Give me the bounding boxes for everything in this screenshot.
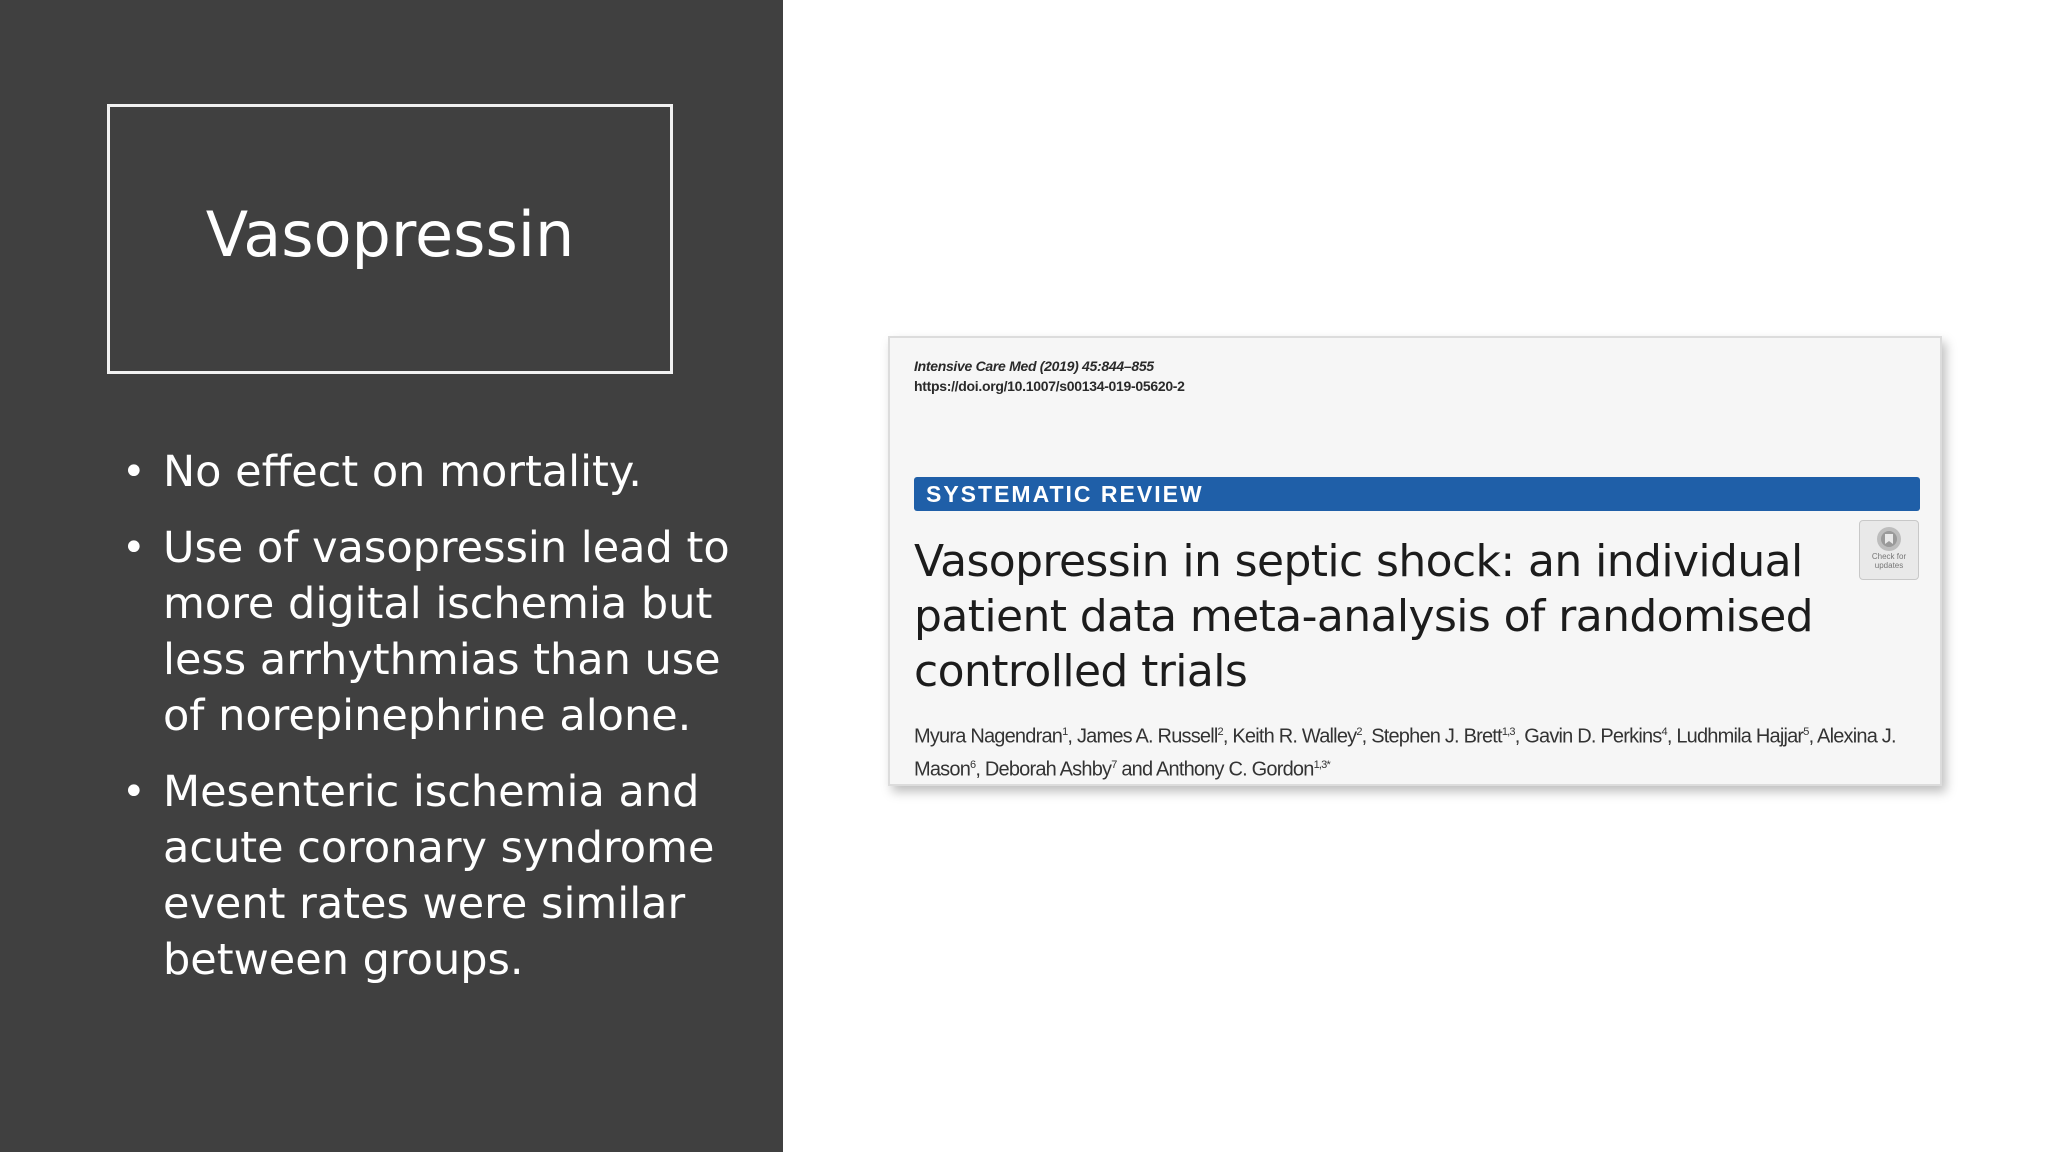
author-affiliation: 2 bbox=[1356, 726, 1362, 738]
bullet-text: No effect on mortality. bbox=[163, 447, 642, 497]
author-name: Keith R. Walley bbox=[1232, 725, 1357, 748]
bookmark-icon bbox=[1876, 526, 1902, 552]
paper-title: Vasopressin in septic shock: an individual patient data meta-analysis of randomised controlled trials bbox=[914, 536, 1814, 697]
author-name: Stephen J. Brett bbox=[1371, 725, 1502, 748]
doi-link: https://doi.org/10.1007/s00134-019-05620-2 bbox=[914, 378, 1185, 394]
author-separator: , bbox=[975, 758, 985, 781]
author-affiliation: 4 bbox=[1661, 726, 1667, 738]
author-name: Alexina J. Mason bbox=[914, 725, 1896, 781]
title-box bbox=[107, 104, 673, 374]
author-name: Myura Nagendran bbox=[914, 725, 1063, 748]
author-name: Gavin D. Perkins bbox=[1524, 725, 1662, 748]
author-affiliation: 2 bbox=[1217, 726, 1223, 738]
bullet-marker: • bbox=[122, 525, 146, 571]
bullet-text: Mesenteric ischemia and acute coronary syndrome event rates were similar between groups. bbox=[163, 767, 715, 985]
author-separator: , bbox=[1808, 725, 1818, 748]
author-separator: , bbox=[1514, 725, 1525, 748]
bullet-marker: • bbox=[122, 449, 146, 495]
paper-screenshot bbox=[888, 336, 1942, 786]
bullet-marker: • bbox=[122, 769, 146, 815]
review-category-label: SYSTEMATIC REVIEW bbox=[926, 480, 1204, 507]
author-affiliation: 1 bbox=[1062, 726, 1068, 738]
author-name: James A. Russell bbox=[1076, 725, 1218, 748]
slide-title: Vasopressin bbox=[205, 197, 575, 271]
author-affiliation: 7 bbox=[1111, 758, 1117, 771]
journal-citation: Intensive Care Med (2019) 45:844–855 bbox=[914, 358, 1154, 374]
bullet-item bbox=[118, 444, 768, 500]
bullet-text: Use of vasopressin lead to more digital ischemia but less arrhythmias than use of norepinephrine alone. bbox=[163, 523, 730, 741]
bullet-list bbox=[118, 444, 768, 1008]
author-list bbox=[914, 718, 1914, 783]
bullet-item bbox=[118, 764, 768, 988]
author-separator: and bbox=[1116, 758, 1156, 781]
author-affiliation: 6 bbox=[970, 758, 976, 771]
author-separator: , bbox=[1222, 725, 1233, 748]
check-for-updates-text: Check for updates bbox=[1871, 552, 1907, 570]
author-affiliation: 1,3* bbox=[1313, 758, 1330, 771]
author-separator: , bbox=[1067, 725, 1077, 748]
bullet-item bbox=[118, 520, 768, 744]
author-affiliation: 1,3 bbox=[1501, 726, 1515, 738]
author-name: Anthony C. Gordon bbox=[1155, 758, 1314, 781]
author-separator: , bbox=[1666, 725, 1677, 748]
author-affiliation: 5 bbox=[1803, 726, 1809, 738]
author-separator: , bbox=[1361, 725, 1372, 748]
author-name: Deborah Ashby bbox=[984, 758, 1112, 781]
review-category-bar bbox=[914, 477, 1920, 511]
left-panel bbox=[0, 0, 783, 1152]
check-for-updates-badge bbox=[1859, 520, 1919, 580]
author-name: Ludhmila Hajjar bbox=[1676, 725, 1804, 748]
